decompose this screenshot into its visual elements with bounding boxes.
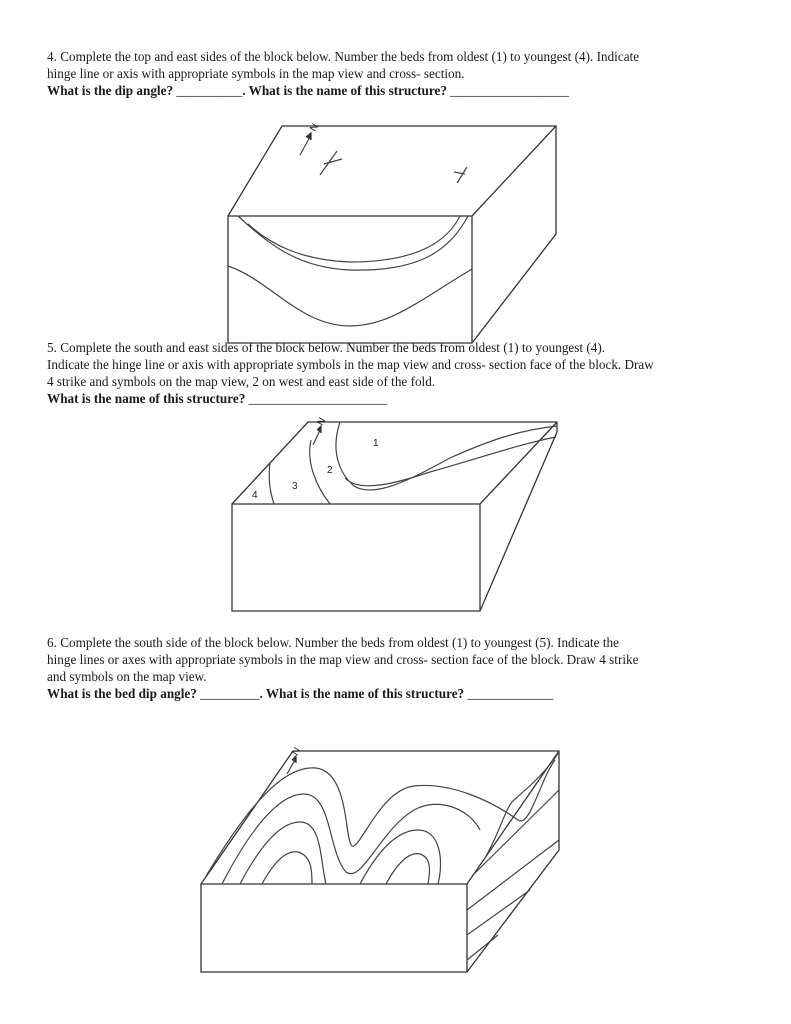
bed-dip-angle-prompt: What is the bed dip angle? <box>47 686 201 701</box>
dip-angle-answer-blank[interactable]: __________ <box>176 83 243 98</box>
block-4-bed-line-2 <box>248 216 460 262</box>
question-4-text-1: Complete the top and east sides of the block below. Number the beds from oldest (1) to youngest (4). Indicate <box>60 49 640 64</box>
question-6-text-1: Complete the south side of the block below. Number the beds from oldest (1) to youngest (5). Indicate the <box>60 635 619 650</box>
block-6-fold-trace-1 <box>206 760 555 876</box>
block-6-north-label: N <box>290 745 304 758</box>
structure-name-answer-blank[interactable]: _____________________ <box>248 391 388 406</box>
block-6-fold-trace-2 <box>222 794 480 884</box>
block-5-bed-line-2-1 <box>336 422 557 490</box>
question-5-text-1: Complete the south and east sides of the block below. Number the beds from oldest (1) to youngest (4). <box>60 340 606 355</box>
block-4-north-label: N <box>308 121 322 134</box>
question-6-number: 6. <box>47 635 57 650</box>
block-6-east-bed-3 <box>467 890 530 935</box>
bed-label-1: 1 <box>373 438 379 449</box>
question-5-line-2: Indicate the hinge line or axis with appropriate symbols in the map view and cross- section face of the block. Draw <box>47 357 654 372</box>
structure-name-prompt: . What is the name of this structure? <box>259 686 468 701</box>
block-6-east-bed-2 <box>467 840 559 910</box>
block-diagram-5 <box>232 416 557 611</box>
bed-label-3: 3 <box>292 481 298 492</box>
block-5-outline <box>232 422 557 611</box>
block-6-outline <box>201 751 559 972</box>
bed-dip-angle-answer-blank[interactable]: _________ <box>200 686 260 701</box>
block-4-strike-dip-symbol-east <box>454 167 467 183</box>
block-4-strike-dip-symbol-west <box>320 151 342 175</box>
block-4-outline <box>228 126 556 343</box>
block-6-fold-trace-3 <box>240 822 326 884</box>
dip-angle-prompt: What is the dip angle? <box>47 83 177 98</box>
question-4-line-2: hinge line or axis with appropriate symbols in the map view and cross- section. <box>47 66 465 81</box>
question-6-line-2: hinge lines or axes with appropriate symbols in the map view and cross- section face of the block. Draw 4 strike <box>47 652 639 667</box>
bed-label-2: 2 <box>327 465 333 476</box>
block-6-fold-trace-4 <box>262 852 312 884</box>
question-6-line-3: and symbols on the map view. <box>47 669 207 684</box>
structure-name-answer-blank[interactable]: _____________ <box>467 686 554 701</box>
question-4-number: 4. <box>47 49 57 64</box>
block-6-east-bed-1 <box>472 790 559 876</box>
question-5-number: 5. <box>47 340 57 355</box>
structure-name-prompt: What is the name of this structure? <box>47 391 249 406</box>
block-6-fold-trace-6 <box>386 854 430 884</box>
question-5-line-3: 4 strike and symbols on the map view, 2 on west and east side of the fold. <box>47 374 436 389</box>
block-diagram-6 <box>201 746 559 972</box>
block-5-bed-line-4-3 <box>269 462 274 504</box>
block-5-north-label: N <box>315 415 329 428</box>
block-4-bed-line-3 <box>228 266 472 326</box>
block-diagram-4 <box>228 122 556 343</box>
block-6-fold-trace-5 <box>360 830 441 884</box>
block-6-east-bed-4 <box>467 935 498 960</box>
structure-name-prompt: . What is the name of this structure? <box>242 83 451 98</box>
structure-name-answer-blank[interactable]: __________________ <box>450 83 569 98</box>
bed-label-4: 4 <box>252 490 258 501</box>
